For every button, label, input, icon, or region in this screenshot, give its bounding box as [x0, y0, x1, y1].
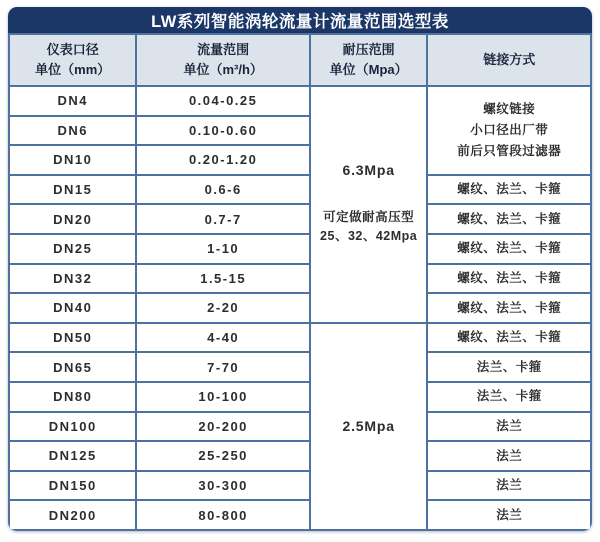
- connection-line: 螺纹、法兰、卡箍: [457, 211, 562, 226]
- connection-line: 法兰: [496, 419, 523, 434]
- diameter-cell: DN80: [9, 382, 136, 412]
- connection-line: 法兰、卡箍: [476, 359, 542, 374]
- flow-range-cell: 1.5-15: [136, 264, 309, 294]
- table-row: [9, 323, 591, 353]
- pressure-cell: [310, 323, 428, 530]
- pressure-note: [311, 208, 427, 247]
- connection-line: 螺纹、法兰、卡箍: [457, 182, 562, 197]
- connection-cell: [427, 382, 591, 412]
- flow-range-cell: 4-40: [136, 323, 309, 353]
- table-row: [9, 352, 591, 382]
- flow-range-cell: 0.7-7: [136, 204, 309, 234]
- column-header-diameter: [9, 34, 136, 86]
- pressure-value: 2.5Mpa: [342, 418, 395, 435]
- header-line: 仪表口径: [46, 41, 99, 57]
- connection-line: 法兰: [496, 507, 523, 522]
- connection-cell: [427, 352, 591, 382]
- table-row: [9, 441, 591, 471]
- table-row: [9, 293, 591, 323]
- pressure-value: 6.3Mpa: [342, 162, 395, 178]
- column-header-pressure-range: [310, 34, 428, 86]
- table-row: [9, 471, 591, 501]
- flow-range-cell: 0.6-6: [136, 175, 309, 205]
- header-line: 流量范围: [197, 41, 250, 57]
- connection-line: 法兰: [496, 448, 523, 463]
- flow-range-cell: 1-10: [136, 234, 309, 264]
- flow-range-cell: 7-70: [136, 352, 309, 382]
- diameter-cell: DN100: [9, 412, 136, 442]
- connection-cell: [427, 412, 591, 442]
- flow-range-cell: 2-20: [136, 293, 309, 323]
- connection-cell: [427, 500, 591, 530]
- header-row: [9, 34, 591, 86]
- connection-line: 法兰: [496, 478, 523, 493]
- connection-line: 螺纹、法兰、卡箍: [457, 330, 562, 345]
- diameter-cell: DN65: [9, 352, 136, 382]
- connection-line: 螺纹、法兰、卡箍: [457, 300, 562, 315]
- table-row: [9, 264, 591, 294]
- flow-range-cell: 0.20-1.20: [136, 145, 309, 175]
- header-line: 单位（Mpa）: [329, 62, 408, 77]
- pressure-cell: [310, 86, 428, 323]
- pressure-note-line: 25、32、42Mpa: [320, 229, 418, 244]
- connection-line: 法兰、卡箍: [476, 389, 542, 404]
- diameter-cell: DN6: [9, 116, 136, 146]
- table-row: [9, 500, 591, 530]
- table-row: [9, 382, 591, 412]
- connection-cell: [427, 323, 591, 353]
- pressure-note-line: 可定做耐高压型: [323, 210, 415, 224]
- flow-range-cell: 20-200: [136, 412, 309, 442]
- selection-table: [8, 33, 592, 531]
- table-title: LW系列智能涡轮流量计流量范围选型表: [8, 7, 592, 33]
- flow-range-cell: 80-800: [136, 500, 309, 530]
- diameter-cell: DN4: [9, 86, 136, 116]
- column-header-flow-range: [136, 34, 309, 86]
- table-row: [9, 86, 591, 116]
- diameter-cell: DN15: [9, 175, 136, 205]
- connection-line: 前后只管段过滤器: [457, 143, 562, 158]
- column-header-connection: [427, 34, 591, 86]
- flow-range-cell: 30-300: [136, 471, 309, 501]
- connection-cell: [427, 264, 591, 294]
- connection-cell: [427, 234, 591, 264]
- table-row: [9, 234, 591, 264]
- diameter-cell: DN125: [9, 441, 136, 471]
- diameter-cell: DN25: [9, 234, 136, 264]
- table-body: [9, 86, 591, 530]
- header-line: 链接方式: [483, 51, 536, 67]
- connection-cell: [427, 293, 591, 323]
- flow-range-cell: 25-250: [136, 441, 309, 471]
- diameter-cell: DN32: [9, 264, 136, 294]
- header-line: 耐压范围: [342, 41, 395, 57]
- connection-cell: [427, 441, 591, 471]
- header-line: 单位（m³/h）: [183, 62, 263, 77]
- table-row: [9, 204, 591, 234]
- flowmeter-selection-panel: [8, 7, 592, 531]
- table-row: [9, 175, 591, 205]
- diameter-cell: DN50: [9, 323, 136, 353]
- diameter-cell: DN150: [9, 471, 136, 501]
- table-row: [9, 412, 591, 442]
- diameter-cell: DN200: [9, 500, 136, 530]
- flow-range-cell: 10-100: [136, 382, 309, 412]
- flow-range-cell: 0.04-0.25: [136, 86, 309, 116]
- connection-line: 螺纹、法兰、卡箍: [457, 241, 562, 256]
- table-header: [9, 34, 591, 86]
- diameter-cell: DN20: [9, 204, 136, 234]
- connection-cell: [427, 204, 591, 234]
- connection-cell: [427, 471, 591, 501]
- connection-cell: [427, 175, 591, 205]
- connection-line: 小口径出厂带: [470, 123, 549, 138]
- header-line: 单位（mm）: [35, 62, 111, 77]
- diameter-cell: DN10: [9, 145, 136, 175]
- flow-range-cell: 0.10-0.60: [136, 116, 309, 146]
- connection-line: 螺纹链接: [483, 102, 536, 117]
- diameter-cell: DN40: [9, 293, 136, 323]
- connection-line: 螺纹、法兰、卡箍: [457, 271, 562, 286]
- connection-cell: [427, 86, 591, 175]
